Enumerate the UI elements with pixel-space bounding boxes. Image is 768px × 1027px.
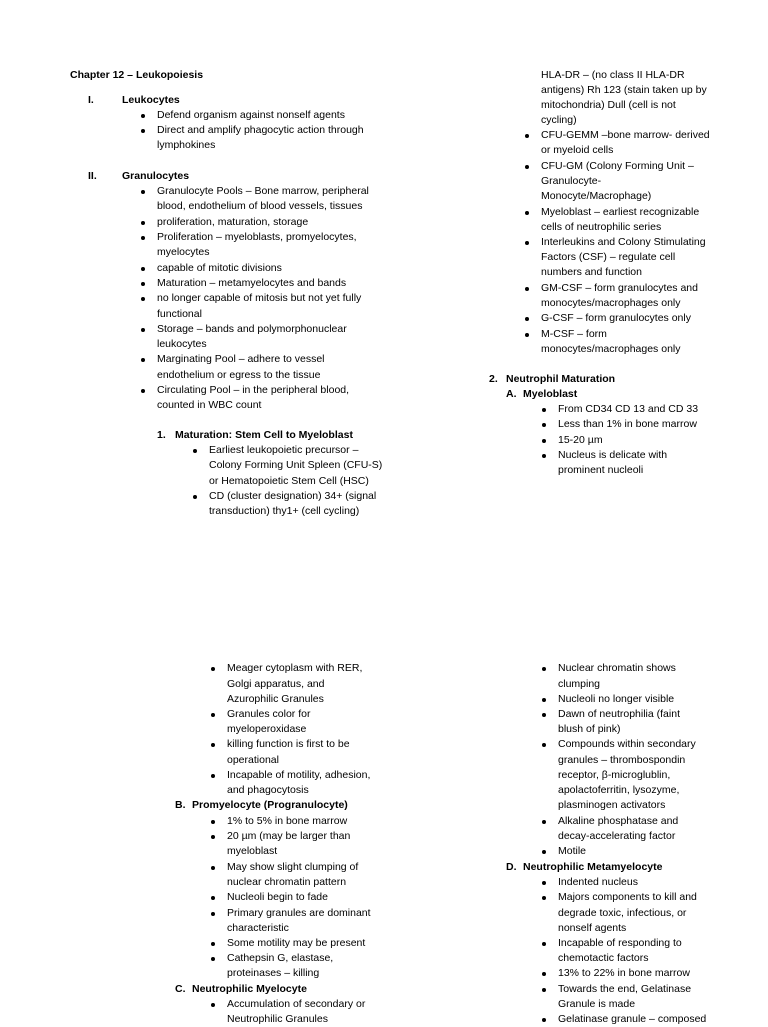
heading-text: Leukocytes	[122, 94, 180, 106]
bullet-icon	[211, 713, 215, 717]
text-line: Accumulation of secondary or	[227, 998, 366, 1010]
text-line: nonself agents	[558, 922, 627, 934]
bullet-icon	[525, 287, 529, 291]
text-line: Factors (CSF) – regulate cell	[541, 251, 676, 263]
heading-text: Maturation: Stem Cell to Myeloblast	[175, 429, 353, 441]
text-line: decay-accelerating factor	[558, 830, 676, 842]
text-line: myeloperoxidase	[227, 723, 307, 735]
text-line: Towards the end, Gelatinase	[558, 983, 692, 995]
heading-text: Neutrophilic Metamyelocyte	[523, 861, 663, 873]
text-line: killing function is first to be	[227, 738, 350, 750]
text-line: degrade toxic, infectious, or	[558, 907, 687, 919]
bullet-icon	[525, 134, 529, 138]
text-line: 20 µm (may be larger than	[227, 830, 351, 842]
bullet-icon	[542, 942, 546, 946]
heading-text: A.	[506, 388, 517, 400]
text-line: Storage – bands and polymorphonuclear	[157, 323, 347, 335]
heading-text: B.	[175, 799, 186, 811]
text-line: Some motility may be present	[227, 937, 366, 949]
bullet-icon	[141, 358, 145, 362]
text-line: Colony Forming Unit Spleen (CFU-S)	[209, 459, 383, 471]
bullet-icon	[141, 114, 145, 118]
bullet-icon	[211, 957, 215, 961]
text-line: Granulocyte Pools – Bone marrow, peripheral	[157, 185, 369, 197]
text-line: numbers and function	[541, 266, 642, 278]
text-line: CFU-GEMM –bone marrow- derived	[541, 129, 710, 141]
text-line: myelocytes	[157, 246, 210, 258]
heading-text: 2.	[489, 373, 498, 385]
bullet-icon	[525, 317, 529, 321]
text-line: capable of mitotic divisions	[157, 262, 282, 274]
text-line: leukocytes	[157, 338, 207, 350]
text-line: Nucleus is delicate with	[558, 449, 668, 461]
text-line: GM-CSF – form granulocytes and	[541, 282, 698, 294]
heading-text: Neutrophilic Myelocyte	[192, 983, 307, 995]
text-line: and phagocytosis	[227, 784, 309, 796]
bullet-icon	[211, 912, 215, 916]
bullet-icon	[141, 389, 145, 393]
bullet-icon	[141, 236, 145, 240]
bullet-icon	[542, 850, 546, 854]
text-line: proteinases – killing	[227, 967, 320, 979]
text-line: myeloblast	[227, 845, 278, 857]
bullet-icon	[141, 267, 145, 271]
bullet-icon	[193, 495, 197, 499]
bullet-icon	[542, 713, 546, 717]
bullet-icon	[525, 333, 529, 337]
bullet-icon	[141, 190, 145, 194]
bullet-icon	[542, 820, 546, 824]
heading-text: Neutrophil Maturation	[506, 373, 616, 385]
text-line: From CD34 CD 13 and CD 33	[558, 403, 699, 415]
heading-text: Myeloblast	[523, 388, 578, 400]
bullet-icon	[542, 743, 546, 747]
text-line: antigens) Rh 123 (stain taken up by	[541, 84, 707, 96]
text-line: Myeloblast – earliest recognizable	[541, 206, 700, 218]
bullet-icon	[542, 423, 546, 427]
text-line: HLA-DR – (no class II HLA-DR	[541, 69, 685, 81]
bullet-icon	[542, 896, 546, 900]
bullet-icon	[525, 211, 529, 215]
bullet-icon	[211, 896, 215, 900]
text-line: endothelium or egress to the tissue	[157, 369, 321, 381]
bullet-icon	[141, 129, 145, 133]
text-line: or Hematopoietic Stem Cell (HSC)	[209, 475, 369, 487]
text-line: lymphokines	[157, 139, 216, 151]
text-line: Gelatinase granule – composed	[558, 1013, 707, 1025]
text-line: Earliest leukopoietic precursor –	[209, 444, 359, 456]
text-line: Less than 1% in bone marrow	[558, 418, 697, 430]
text-line: G-CSF – form granulocytes only	[541, 312, 691, 324]
heading-text: D.	[506, 861, 517, 873]
text-line: chemotactic factors	[558, 952, 649, 964]
text-line: clumping	[558, 678, 601, 690]
text-line: Granule is made	[558, 998, 636, 1010]
text-line: CFU-GM (Colony Forming Unit –	[541, 160, 694, 172]
bullet-icon	[542, 439, 546, 443]
text-line: Azurophilic Granules	[227, 693, 324, 705]
bullet-icon	[211, 667, 215, 671]
text-line: plasminogen activators	[558, 799, 666, 811]
text-line: Direct and amplify phagocytic action through	[157, 124, 364, 136]
bullet-icon	[542, 1018, 546, 1022]
bullet-icon	[542, 988, 546, 992]
bullet-icon	[141, 221, 145, 225]
bullet-icon	[525, 241, 529, 245]
text-line: no longer capable of mitosis but not yet fully	[157, 292, 362, 304]
text-line: prominent nucleoli	[558, 464, 644, 476]
bullet-icon	[141, 328, 145, 332]
text-line: monocytes/macrophages only	[541, 343, 681, 355]
bullet-icon	[141, 297, 145, 301]
text-line: mitochondria) Dull (cell is not	[541, 99, 676, 111]
bullet-icon	[211, 835, 215, 839]
text-line: Primary granules are dominant	[227, 907, 371, 919]
heading-text: C.	[175, 983, 186, 995]
text-line: operational	[227, 754, 279, 766]
text-line: Neutrophilic Granules	[227, 1013, 328, 1025]
bullet-icon	[211, 1003, 215, 1007]
bullet-icon	[525, 165, 529, 169]
heading-text: Chapter 12 – Leukopoiesis	[70, 69, 204, 81]
text-line: Nucleoli begin to fade	[227, 891, 328, 903]
text-line: Compounds within secondary	[558, 738, 696, 750]
text-line: cycling)	[541, 114, 577, 126]
text-line: blush of pink)	[558, 723, 621, 735]
bullet-icon	[211, 820, 215, 824]
text-line: counted in WBC count	[157, 399, 262, 411]
heading-text: Promyelocyte (Progranulocyte)	[192, 799, 348, 811]
bullet-icon	[211, 942, 215, 946]
text-line: 13% to 22% in bone marrow	[558, 967, 690, 979]
text-line: 15-20 µm	[558, 434, 603, 446]
heading-text: Granulocytes	[122, 170, 190, 182]
text-line: Granules color for	[227, 708, 311, 720]
text-line: Meager cytoplasm with RER,	[227, 662, 363, 674]
text-line: Granulocyte-	[541, 175, 602, 187]
text-line: Alkaline phosphatase and	[558, 815, 679, 827]
text-line: receptor, β-microglublin,	[558, 769, 671, 781]
heading-text: I.	[88, 94, 94, 106]
text-line: granules – thrombospondin	[558, 754, 686, 766]
text-line: functional	[157, 308, 202, 320]
text-line: CD (cluster designation) 34+ (signal	[209, 490, 377, 502]
text-line: Defend organism against nonself agents	[157, 109, 345, 121]
text-line: characteristic	[227, 922, 289, 934]
text-line: Incapable of responding to	[558, 937, 682, 949]
bullet-icon	[542, 698, 546, 702]
text-line: monocytes/macrophages only	[541, 297, 681, 309]
bullet-icon	[211, 866, 215, 870]
text-line: blood, endothelium of blood vessels, tissues	[157, 200, 363, 212]
text-line: Proliferation – myeloblasts, promyelocytes,	[157, 231, 357, 243]
text-line: Marginating Pool – adhere to vessel	[157, 353, 325, 365]
text-line: Dawn of neutrophilia (faint	[558, 708, 680, 720]
text-line: nuclear chromatin pattern	[227, 876, 347, 888]
heading-text: II.	[88, 170, 97, 182]
text-line: Majors components to kill and	[558, 891, 697, 903]
text-line: Monocyte/Macrophage)	[541, 190, 652, 202]
text-line: Maturation – metamyelocytes and bands	[157, 277, 347, 289]
text-line: Interleukins and Colony Stimulating	[541, 236, 706, 248]
text-line: Cathepsin G, elastase,	[227, 952, 334, 964]
bullet-icon	[542, 454, 546, 458]
bullet-icon	[542, 408, 546, 412]
text-line: May show slight clumping of	[227, 861, 359, 873]
bullet-icon	[542, 972, 546, 976]
bullet-icon	[141, 282, 145, 286]
text-line: apolactoferritin, lysozyme,	[558, 784, 680, 796]
bullet-icon	[193, 449, 197, 453]
bullet-icon	[542, 667, 546, 671]
text-line: Incapable of motility, adhesion,	[227, 769, 371, 781]
text-line: transduction) thy1+ (cell cycling)	[209, 505, 360, 517]
text-line: M-CSF – form	[541, 328, 607, 340]
text-line: Indented nucleus	[558, 876, 638, 888]
text-line: Nuclear chromatin shows	[558, 662, 676, 674]
text-line: or myeloid cells	[541, 144, 614, 156]
bullet-icon	[211, 743, 215, 747]
text-line: Nucleoli no longer visible	[558, 693, 675, 705]
text-line: cells of neutrophilic series	[541, 221, 662, 233]
text-line: proliferation, maturation, storage	[157, 216, 309, 228]
text-line: Golgi apparatus, and	[227, 678, 325, 690]
text-line: 1% to 5% in bone marrow	[227, 815, 348, 827]
bullet-icon	[211, 774, 215, 778]
heading-text: 1.	[157, 429, 166, 441]
text-line: Motile	[558, 845, 587, 857]
text-line: Circulating Pool – in the peripheral blood,	[157, 384, 350, 396]
bullet-icon	[542, 881, 546, 885]
